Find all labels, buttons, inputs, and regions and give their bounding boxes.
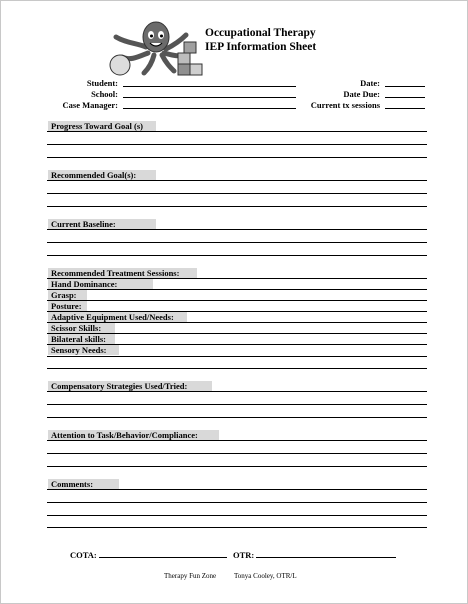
progress-line[interactable] xyxy=(47,157,427,158)
attention-line[interactable] xyxy=(47,440,427,441)
comments-section-label: Comments: xyxy=(48,479,119,489)
hand-dominance-line[interactable] xyxy=(47,289,427,290)
date-due-label: Date Due: xyxy=(343,89,380,99)
school-label: School: xyxy=(91,89,118,99)
cota-signature[interactable] xyxy=(70,549,227,560)
posture-label: Posture: xyxy=(48,301,87,311)
comments-line[interactable] xyxy=(47,515,427,516)
octopus-logo-icon xyxy=(108,13,204,79)
progress-line[interactable] xyxy=(47,131,427,132)
compensatory-line[interactable] xyxy=(47,404,427,405)
compensatory-line[interactable] xyxy=(47,391,427,392)
otr-label: OTR: xyxy=(233,550,255,560)
sensory-needs-line[interactable] xyxy=(47,356,427,357)
current-baseline-section-label: Current Baseline: xyxy=(48,219,156,229)
adaptive-equipment-label: Adaptive Equipment Used/Needs: xyxy=(48,312,187,322)
hand-dominance-label: Hand Dominance: xyxy=(48,279,153,289)
date-line[interactable] xyxy=(385,86,425,87)
recommended-goals-line[interactable] xyxy=(47,206,427,207)
form-title-line1: Occupational Therapy xyxy=(205,27,316,39)
comments-line[interactable] xyxy=(47,502,427,503)
current-baseline-line[interactable] xyxy=(47,242,427,243)
sensory-needs-line[interactable] xyxy=(47,368,427,369)
treatment-sessions-label: Recommended Treatment Sessions: xyxy=(48,268,197,278)
current-baseline-line[interactable] xyxy=(47,255,427,256)
compensatory-section-label: Compensatory Strategies Used/Tried: xyxy=(48,381,212,391)
attention-line[interactable] xyxy=(47,453,427,454)
case-manager-label: Case Manager: xyxy=(62,100,118,110)
progress-section-label: Progress Toward Goal (s) xyxy=(48,121,156,131)
otr-signature[interactable] xyxy=(233,549,396,560)
current-baseline-line[interactable] xyxy=(47,229,427,230)
recommended-goals-line[interactable] xyxy=(47,193,427,194)
attention-section-label: Attention to Task/Behavior/Compliance: xyxy=(48,430,219,440)
current-tx-sessions-label: Current tx sessions xyxy=(310,100,380,110)
cota-signature-line[interactable] xyxy=(99,549,227,558)
current-tx-sessions-line[interactable] xyxy=(385,108,425,109)
comments-line[interactable] xyxy=(47,527,427,528)
date-due-line[interactable] xyxy=(385,97,425,98)
comments-line[interactable] xyxy=(47,489,427,490)
date-label: Date: xyxy=(360,78,380,88)
school-line[interactable] xyxy=(123,97,296,98)
scissor-skills-label: Scissor Skills: xyxy=(48,323,115,333)
recommended-goals-section-label: Recommended Goal(s): xyxy=(48,170,156,180)
student-line[interactable] xyxy=(123,86,296,87)
case-manager-line[interactable] xyxy=(123,108,296,109)
progress-line[interactable] xyxy=(47,144,427,145)
otr-signature-line[interactable] xyxy=(256,549,396,558)
form-title-line2: IEP Information Sheet xyxy=(205,41,317,53)
bilateral-skills-label: Bilateral skills: xyxy=(48,334,115,344)
grasp-label: Grasp: xyxy=(48,290,87,300)
footer-left-text: Therapy Fun Zone xyxy=(164,572,217,580)
sensory-needs-label: Sensory Needs: xyxy=(48,345,119,355)
attention-line[interactable] xyxy=(47,466,427,467)
grasp-line[interactable] xyxy=(47,300,427,301)
compensatory-line[interactable] xyxy=(47,417,427,418)
cota-label: COTA: xyxy=(70,550,97,560)
footer-right-text: Tonya Cooley, OTR/L xyxy=(234,572,297,580)
student-label: Student: xyxy=(86,78,118,88)
recommended-goals-line[interactable] xyxy=(47,180,427,181)
